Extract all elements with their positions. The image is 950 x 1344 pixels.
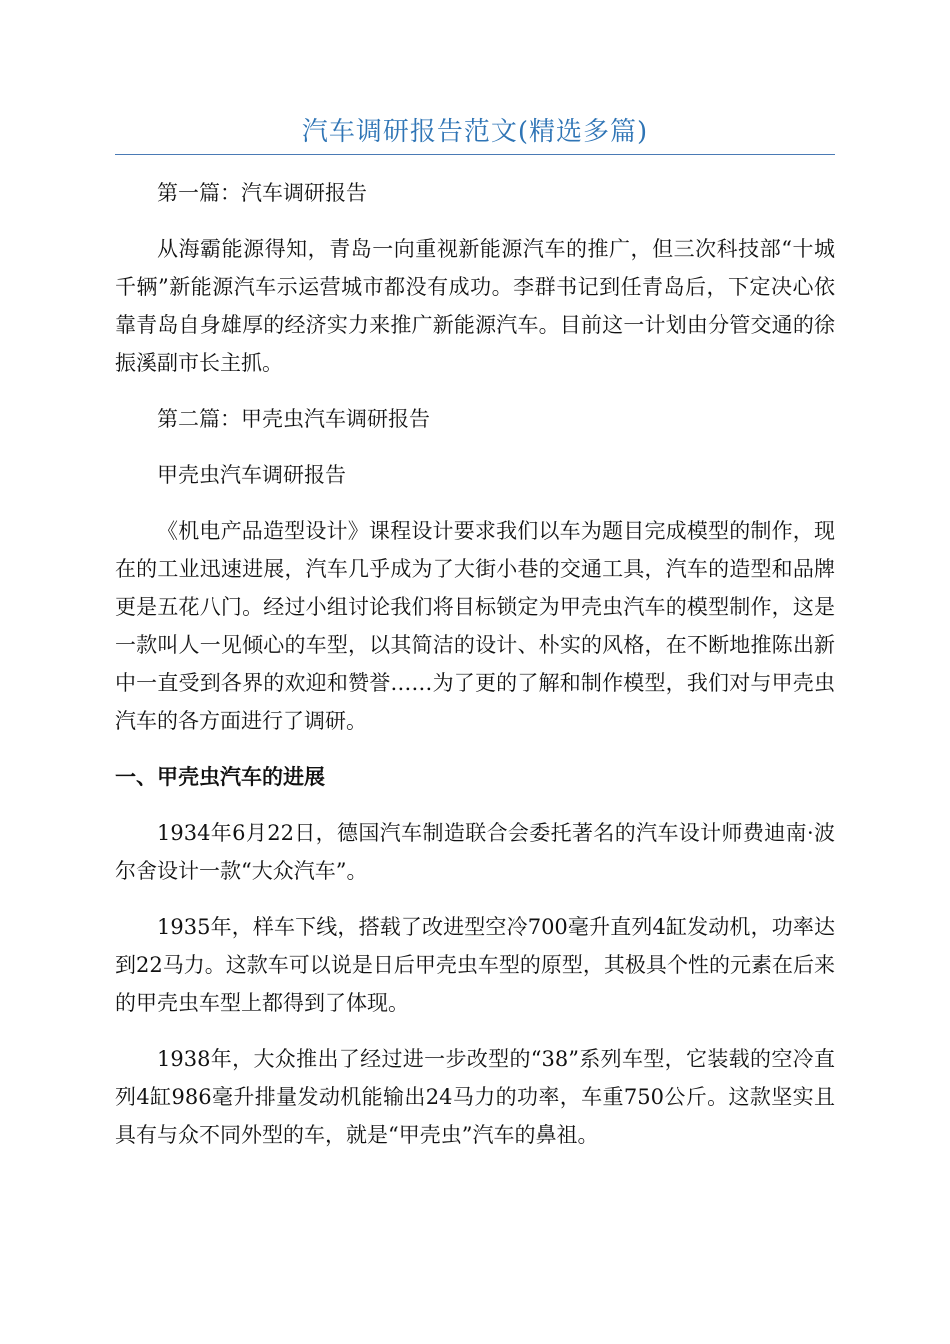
paragraph-part1-heading: 第一篇：汽车调研报告 (157, 181, 367, 205)
paragraph-part2-intro: 《机电产品造型设计》课程设计要求我们以车为题目完成模型的制作，现在的工业迅速进展，汽车几乎成为了大街小巷的交通工具，汽车的造型和品牌更是五花八门。经过小组讨论我们将目标锁定为甲壳虫汽车的模型制作，这是一款叫人一见倾心的车型，以其简洁的设计、朴实的风格，在不断地推陈出新中一直受到各界的欢迎和赞誉……为了更的了解和制作模型，我们对与甲壳虫汽车的各方面进行了调研。 (115, 519, 835, 733)
document-body (115, 174, 835, 1172)
paragraph-1934: 1934年6月22日，德国汽车制造联合会委托著名的汽车设计师费迪南·波尔舍设计一款“大众汽车”。 (115, 821, 835, 883)
paragraph-1938: 1938年，大众推出了经过进一步改型的“38”系列车型，它装载的空冷直列4缸986毫升排量发动机能输出24马力的功率，车重750公斤。这款坚实且具有与众不同外型的车，就是“甲壳虫”汽车的鼻祖。 (115, 1047, 835, 1147)
section-heading: 一、甲壳虫汽车的进展 (115, 765, 325, 789)
paragraph-part2-subtitle: 甲壳虫汽车调研报告 (157, 463, 346, 487)
paragraph-part1-body: 从海霸能源得知，青岛一向重视新能源汽车的推广，但三次科技部“十城千辆”新能源汽车示运营城市都没有成功。李群书记到任青岛后，下定决心依靠青岛自身雄厚的经济实力来推广新能源汽车。目前这一计划由分管交通的徐振溪副市长主抓。 (115, 237, 835, 375)
document-title: 汽车调研报告范文(精选多篇) (301, 117, 649, 147)
paragraph-part2-heading: 第二篇：甲壳虫汽车调研报告 (157, 407, 430, 431)
paragraph-1935: 1935年，样车下线，搭载了改进型空冷700毫升直列4缸发动机，功率达到22马力。这款车可以说是日后甲壳虫车型的原型，其极具个性的元素在后来的甲壳虫车型上都得到了体现。 (115, 915, 835, 1015)
title-underline (115, 154, 835, 155)
